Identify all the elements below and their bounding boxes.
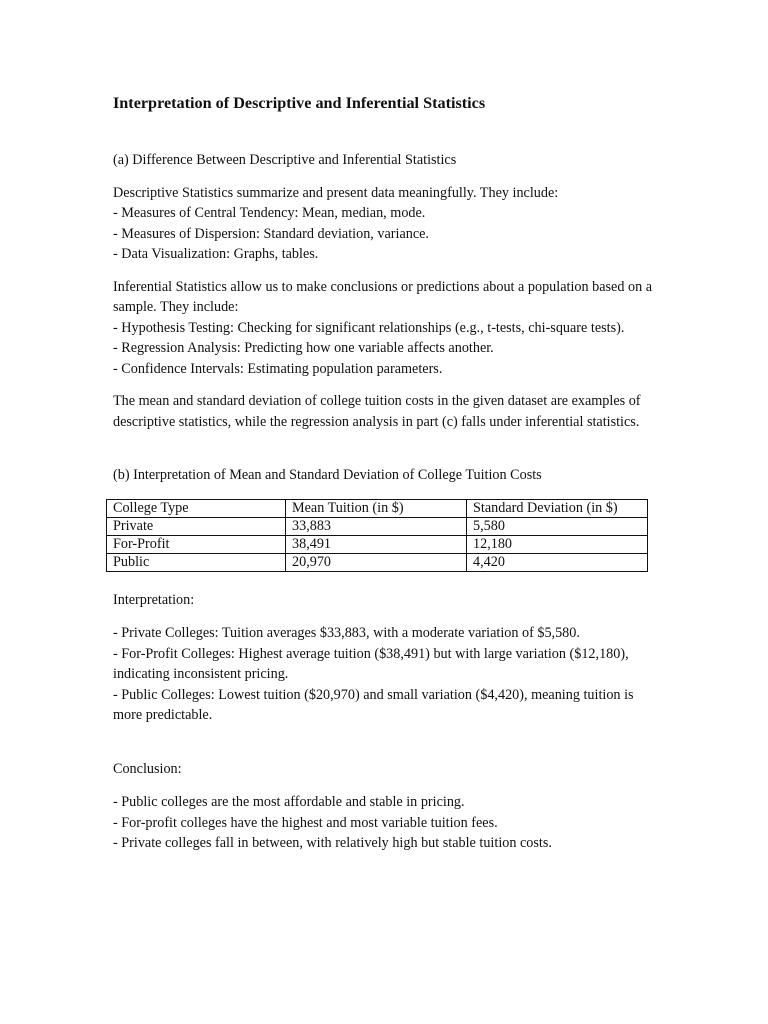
table-cell: 5,580	[467, 517, 648, 535]
summary-paragraph: The mean and standard deviation of college tuition costs in the given dataset are examples of descriptive statistics, while the regression analysis in part (c) falls under inferential statistics.	[113, 393, 641, 430]
document-page	[113, 92, 658, 854]
interpretation-item: - For-Profit Colleges: Highest average tuition ($38,491) but with large variation ($12,180), indicating inconsistent pricing.	[113, 645, 629, 682]
inferential-item: - Hypothesis Testing: Checking for significant relationships (e.g., t-tests, chi-square tests).	[113, 319, 625, 336]
table-cell: Private	[107, 517, 286, 535]
inferential-paragraph	[113, 277, 658, 380]
descriptive-item: - Measures of Dispersion: Standard deviation, variance.	[113, 225, 429, 242]
interpretation-label: Interpretation:	[113, 591, 195, 608]
table-cell: 38,491	[286, 535, 467, 553]
table-cell: For-Profit	[107, 535, 286, 553]
interpretation-item: - Public Colleges: Lowest tuition ($20,970) and small variation ($4,420), meaning tuition is more predictable.	[113, 686, 634, 723]
table-row	[107, 553, 648, 571]
table-cell: Public	[107, 553, 286, 571]
section-a-heading: (a) Difference Between Descriptive and Inferential Statistics	[113, 152, 457, 168]
table-cell: 33,883	[286, 517, 467, 535]
section-b-heading: (b) Interpretation of Mean and Standard Deviation of College Tuition Costs	[113, 467, 542, 483]
inferential-item: - Confidence Intervals: Estimating population parameters.	[113, 360, 443, 377]
conclusion-item: - Public colleges are the most affordable and stable in pricing.	[113, 794, 465, 810]
table-cell: 4,420	[467, 553, 648, 571]
conclusion-list	[113, 792, 658, 854]
document-title: Interpretation of Descriptive and Inferential Statistics	[113, 94, 486, 112]
table-header-cell: Mean Tuition (in $)	[286, 499, 467, 517]
table-header-row	[107, 499, 648, 517]
conclusion-item: - Private colleges fall in between, with relatively high but stable tuition costs.	[113, 835, 552, 851]
interpretation-list	[113, 623, 658, 726]
table-header-cell: College Type	[107, 499, 286, 517]
descriptive-intro: Descriptive Statistics summarize and present data meaningfully. They include:	[113, 184, 559, 201]
conclusion-item: - For-profit colleges have the highest and most variable tuition fees.	[113, 814, 498, 831]
descriptive-paragraph	[113, 183, 658, 265]
descriptive-item: - Data Visualization: Graphs, tables.	[113, 246, 319, 262]
descriptive-item: - Measures of Central Tendency: Mean, median, mode.	[113, 205, 426, 221]
table-row	[107, 517, 648, 535]
inferential-item: - Regression Analysis: Predicting how one variable affects another.	[113, 340, 494, 356]
tuition-table	[106, 499, 648, 572]
interpretation-item: - Private Colleges: Tuition averages $33,883, with a moderate variation of $5,580.	[113, 625, 580, 641]
inferential-intro: Inferential Statistics allow us to make conclusions or predictions about a population based on a sample. They include:	[113, 278, 653, 315]
table-row	[107, 535, 648, 553]
table-cell: 20,970	[286, 553, 467, 571]
conclusion-label: Conclusion:	[113, 760, 182, 777]
table-cell: 12,180	[467, 535, 648, 553]
table-header-cell: Standard Deviation (in $)	[467, 499, 648, 517]
